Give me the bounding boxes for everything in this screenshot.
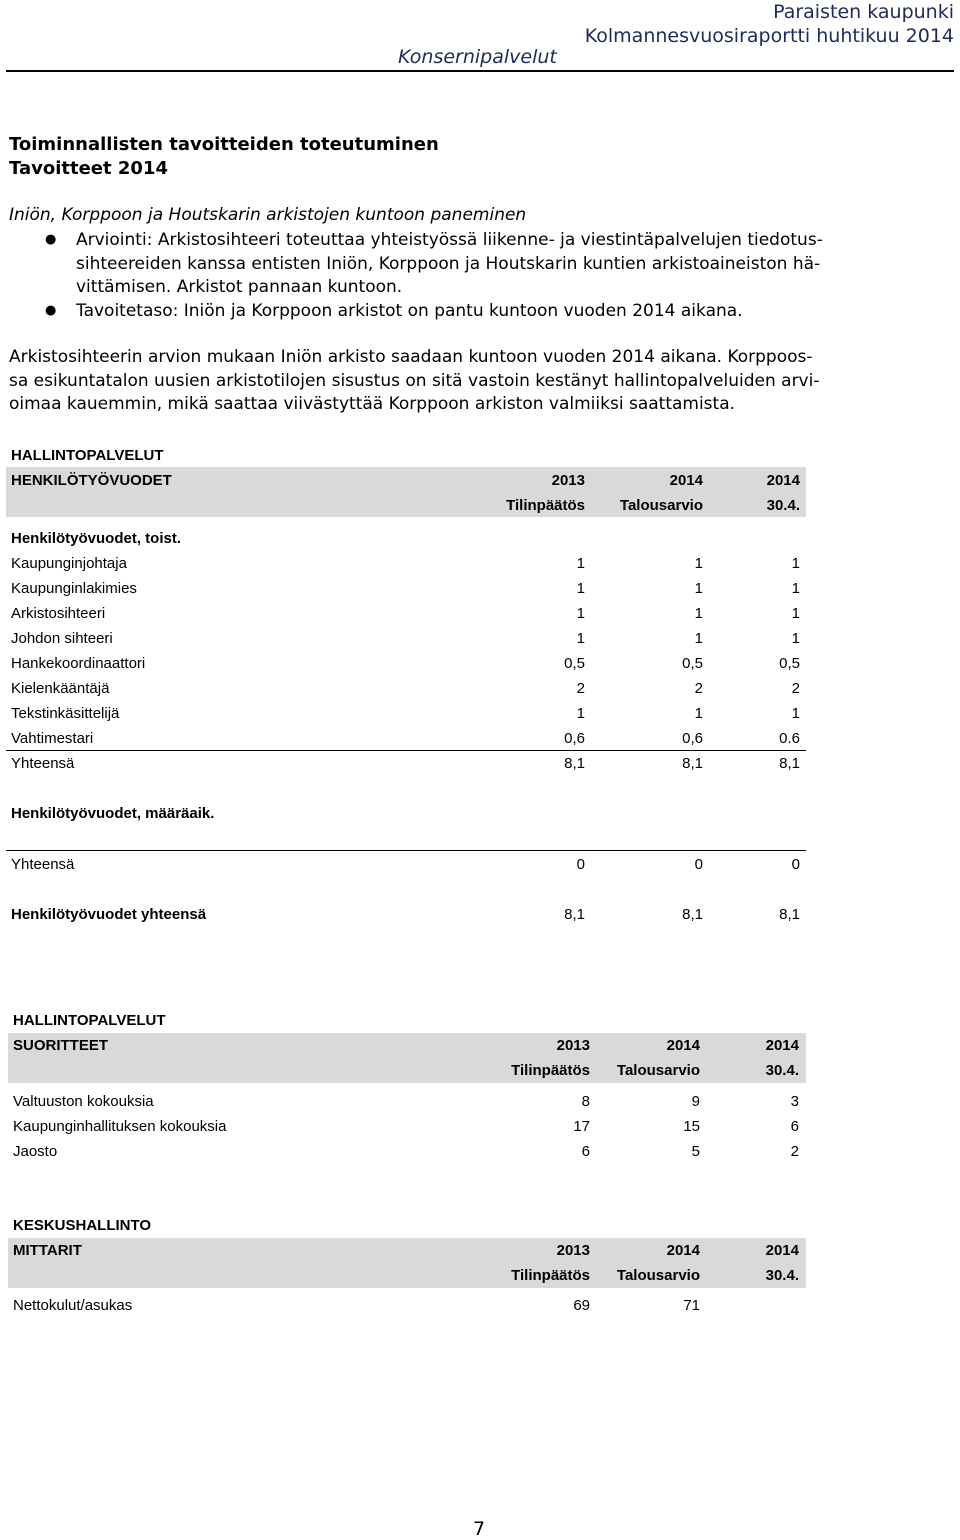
grand-total-label: Henkilötyövuodet yhteensä	[11, 906, 207, 923]
table-row-label: Valtuuston kokouksia	[13, 1093, 154, 1110]
para-line: sa esikuntatalon uusien arkistotilojen sisustus on sitä vastoin kestänyt hallintopalveluiden arvi-	[9, 370, 820, 391]
group-label: Henkilötyövuodet, toist.	[11, 530, 182, 547]
table-row-label: Jaosto	[13, 1143, 58, 1160]
table-cell: 1	[694, 705, 703, 722]
table-cell: 17	[573, 1118, 590, 1135]
table-row-label: Yhteensä	[11, 755, 75, 772]
report-title: Kolmannesvuosiraportti huhtikuu 2014	[584, 25, 954, 47]
bullet-target: Tavoitetaso: Iniön ja Korppoon arkistot on pantu kuntoon vuoden 2014 aikana.	[76, 301, 743, 321]
col-year: 2014	[669, 472, 703, 489]
col-subhead: Tilinpäätös	[511, 1267, 590, 1284]
col-subhead: Tilinpäätös	[506, 497, 585, 514]
bullet-icon: ●	[45, 303, 57, 318]
table-cell: 1	[694, 555, 703, 572]
table-cell: 2	[576, 680, 585, 697]
table-cell: 8,1	[682, 906, 703, 923]
table2-title: SUORITTEET	[13, 1037, 109, 1054]
table-cell: 71	[683, 1297, 700, 1314]
table1-section: HALLINTOPALVELUT	[11, 447, 164, 464]
col-subhead: 30.4.	[765, 1267, 799, 1284]
table-cell: 69	[573, 1297, 590, 1314]
col-year: 2013	[551, 472, 585, 489]
table-cell: 1	[576, 630, 585, 647]
table-cell: 0,6	[682, 730, 703, 747]
table-cell: 1	[791, 605, 800, 622]
table-row-label: Hankekoordinaattori	[11, 655, 146, 672]
col-year: 2014	[666, 1037, 700, 1054]
summary-paragraph	[9, 346, 949, 417]
table-row-label: Kaupunginlakimies	[11, 580, 137, 597]
col-subhead: Tilinpäätös	[511, 1062, 590, 1079]
table-cell: 8	[581, 1093, 590, 1110]
table-cell: 8,1	[779, 755, 800, 772]
report-header	[585, 0, 954, 48]
group-label: Henkilötyövuodet, määräaik.	[11, 805, 215, 822]
heading-goals: Tavoitteet 2014	[9, 158, 168, 179]
table-cell: 1	[791, 555, 800, 572]
table-cell: 0,5	[564, 655, 585, 672]
bullet-icon: ●	[45, 232, 57, 247]
bullet-line: sihteereiden kanssa entisten Iniön, Korppoon ja Houtskarin kuntien arkistoaineiston hä-	[76, 253, 821, 274]
table-cell: 8,1	[779, 906, 800, 923]
table-row-label: Kaupunginhallituksen kokouksia	[13, 1118, 227, 1135]
col-year: 2014	[766, 472, 800, 489]
bullet-assessment	[76, 229, 951, 300]
col-subhead: 30.4.	[765, 1062, 799, 1079]
table-cell: 6	[581, 1143, 590, 1160]
bullet-line: Arviointi: Arkistosihteeri toteuttaa yhteistyössä liikenne- ja viestintäpalvelujen tiedotus-	[76, 230, 823, 250]
table-row-label: Vahtimestari	[11, 730, 94, 747]
table-cell: 0	[576, 856, 585, 873]
total-rule	[6, 850, 806, 851]
table-cell: 2	[790, 1143, 799, 1160]
table-cell: 1	[791, 630, 800, 647]
total-rule	[6, 750, 806, 751]
table-cell: 1	[576, 555, 585, 572]
org-name: Paraisten kaupunki	[773, 1, 954, 23]
table-row-label: Nettokulut/asukas	[13, 1297, 133, 1314]
col-subhead: Talousarvio	[619, 497, 703, 514]
table-cell: 0,5	[779, 655, 800, 672]
table-row-label: Tekstinkäsittelijä	[11, 705, 120, 722]
table-cell: 8,1	[682, 755, 703, 772]
col-year: 2014	[666, 1242, 700, 1259]
table-cell: 0.6	[779, 730, 800, 747]
table-cell: 1	[576, 605, 585, 622]
table-cell: 0	[694, 856, 703, 873]
para-line: Arkistosihteerin arvion mukaan Iniön arkisto saadaan kuntoon vuoden 2014 aikana. Korppoos-	[9, 347, 813, 367]
table-cell: 15	[683, 1118, 700, 1135]
heading-main: Toiminnallisten tavoitteiden toteutuminen	[9, 134, 439, 155]
table-cell: 1	[576, 705, 585, 722]
table-cell: 1	[791, 580, 800, 597]
table-cell: 1	[576, 580, 585, 597]
table2-section: HALLINTOPALVELUT	[13, 1012, 166, 1029]
col-subhead: 30.4.	[766, 497, 800, 514]
table-cell: 9	[691, 1093, 700, 1110]
col-year: 2014	[765, 1037, 799, 1054]
table-row-label: Arkistosihteeri	[11, 605, 106, 622]
goal-title: Iniön, Korppoon ja Houtskarin arkistojen kuntoon paneminen	[9, 205, 527, 225]
table-cell: 1	[791, 705, 800, 722]
table-cell: 0	[791, 856, 800, 873]
col-subhead: Talousarvio	[616, 1062, 700, 1079]
table-cell: 6	[790, 1118, 799, 1135]
table-cell: 0,5	[682, 655, 703, 672]
col-subhead: Talousarvio	[616, 1267, 700, 1284]
bullet-line: vittämisen. Arkistot pannaan kuntoon.	[76, 277, 403, 297]
table-cell: 8,1	[564, 755, 585, 772]
table-cell: 1	[694, 580, 703, 597]
col-year: 2013	[556, 1242, 590, 1259]
table1-title: HENKILÖTYÖVUODET	[11, 472, 172, 489]
table3-title: MITTARIT	[13, 1242, 82, 1259]
table-cell: 2	[694, 680, 703, 697]
table-row-label: Kaupunginjohtaja	[11, 555, 127, 572]
table3-section: KESKUSHALLINTO	[13, 1217, 152, 1234]
table-cell: 1	[694, 630, 703, 647]
table-row-label: Kielenkääntäjä	[11, 680, 110, 697]
table-cell: 3	[790, 1093, 799, 1110]
table-row-label: Johdon sihteeri	[11, 630, 113, 647]
table-cell: 0,6	[564, 730, 585, 747]
col-year: 2013	[556, 1037, 590, 1054]
para-line: oimaa kauemmin, mikä saattaa viivästyttää Korppoon arkiston valmiiksi saattamista.	[9, 394, 736, 414]
col-year: 2014	[765, 1242, 799, 1259]
header-rule	[6, 70, 954, 72]
table-cell: 2	[791, 680, 800, 697]
table-cell: 1	[694, 605, 703, 622]
page-number: 7	[473, 1518, 486, 1540]
table-cell: 5	[691, 1143, 700, 1160]
table-cell: 8,1	[564, 906, 585, 923]
table-row-label: Yhteensä	[11, 856, 75, 873]
section-name: Konsernipalvelut	[398, 46, 557, 68]
